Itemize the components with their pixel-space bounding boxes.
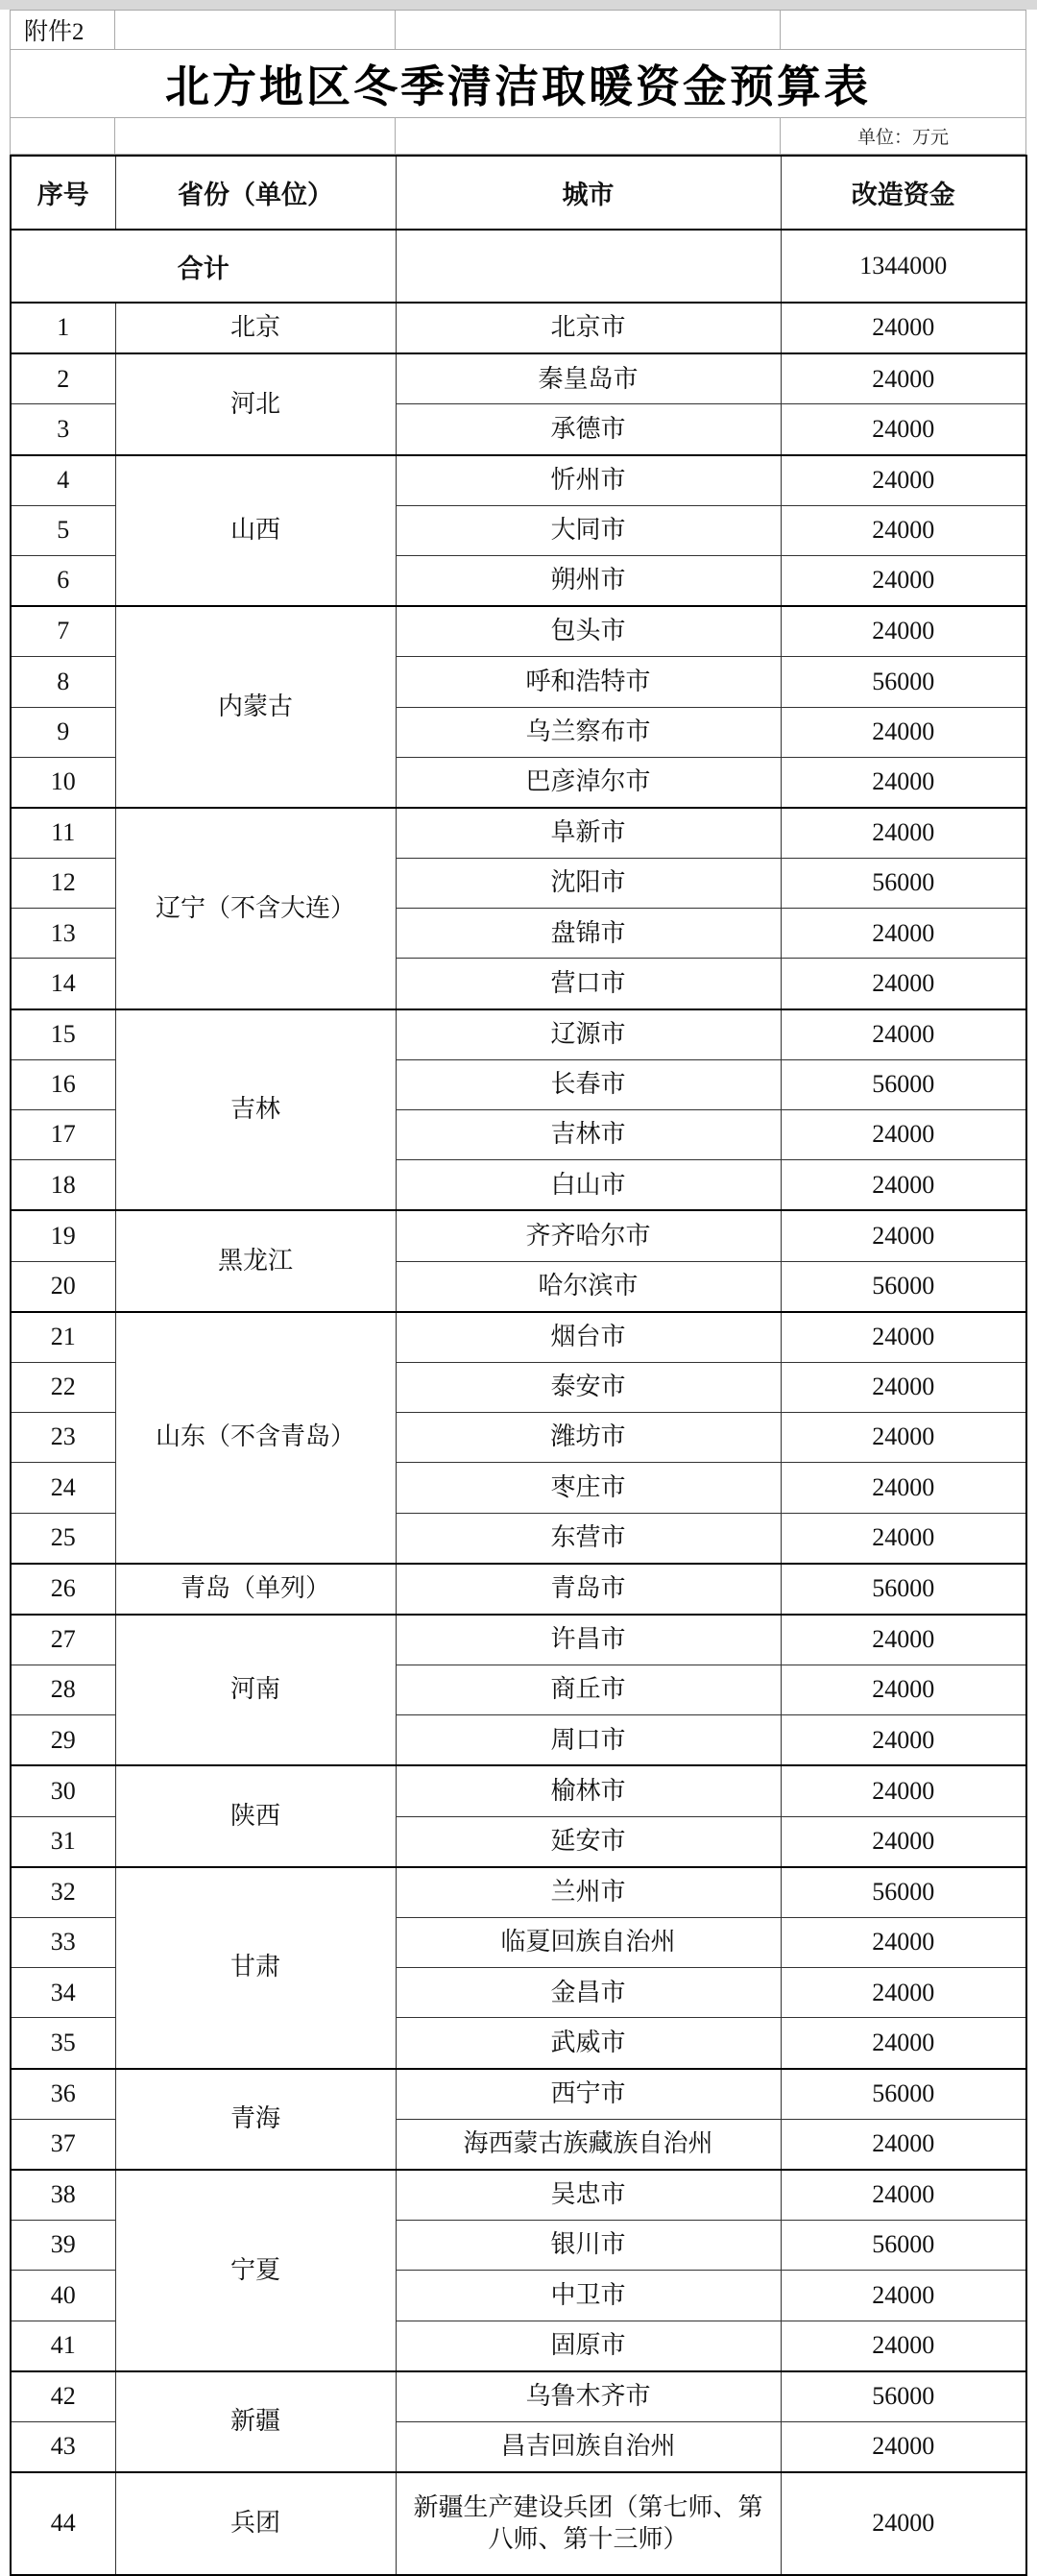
city-cell: 阜新市: [396, 808, 781, 859]
empty-cell: [11, 118, 115, 155]
row-number-cell: 41: [11, 2321, 115, 2371]
row-number-cell: 19: [11, 1210, 115, 1261]
city-cell: 白山市: [396, 1160, 781, 1211]
row-number-cell: 1: [11, 303, 115, 353]
city-cell: 包头市: [396, 606, 781, 657]
row-number-cell: 21: [11, 1312, 115, 1363]
amount-cell: 24000: [781, 404, 1026, 455]
city-cell: 周口市: [396, 1715, 781, 1766]
amount-cell: 24000: [781, 455, 1026, 506]
amount-cell: 24000: [781, 1918, 1026, 1968]
row-number-cell: 43: [11, 2421, 115, 2472]
amount-cell: 24000: [781, 2421, 1026, 2472]
city-cell: 吴忠市: [396, 2170, 781, 2221]
city-cell: 长春市: [396, 1059, 781, 1109]
amount-cell: 56000: [781, 2371, 1026, 2422]
row-number-cell: 14: [11, 959, 115, 1009]
empty-cell: [115, 11, 396, 50]
province-cell: 青海: [115, 2069, 396, 2170]
city-cell: 承德市: [396, 404, 781, 455]
city-cell: 延安市: [396, 1816, 781, 1867]
province-cell: 陕西: [115, 1765, 396, 1866]
city-cell: 固原市: [396, 2321, 781, 2371]
amount-cell: 24000: [781, 909, 1026, 959]
city-cell: 潍坊市: [396, 1413, 781, 1463]
city-cell: 武威市: [396, 2018, 781, 2069]
city-cell: 烟台市: [396, 1312, 781, 1363]
amount-cell: 56000: [781, 1564, 1026, 1615]
amount-cell: 24000: [781, 959, 1026, 1009]
amount-cell: 56000: [781, 2069, 1026, 2120]
row-number-cell: 5: [11, 505, 115, 555]
amount-cell: 24000: [781, 1362, 1026, 1412]
row-number-cell: 25: [11, 1513, 115, 1564]
row-number-cell: 26: [11, 1564, 115, 1615]
amount-cell: 56000: [781, 1059, 1026, 1109]
header-row: [11, 156, 1026, 230]
row-number-cell: 44: [11, 2472, 115, 2575]
row-number-cell: 15: [11, 1009, 115, 1060]
table-row: [11, 2371, 1026, 2422]
attachment-label: 附件2: [11, 11, 115, 50]
amount-cell: 24000: [781, 2170, 1026, 2221]
total-label-cell: 合计: [11, 230, 396, 303]
sheet-title: 北方地区冬季清洁取暖资金预算表: [11, 50, 1026, 118]
amount-cell: 24000: [781, 353, 1026, 404]
row-number-cell: 23: [11, 1413, 115, 1463]
city-cell: 枣庄市: [396, 1463, 781, 1513]
table-row: [11, 353, 1026, 404]
table-row: [11, 1615, 1026, 1665]
city-cell: 乌鲁木齐市: [396, 2371, 781, 2422]
amount-cell: 24000: [781, 1513, 1026, 1564]
total-row: [11, 230, 1026, 303]
row-number-cell: 30: [11, 1765, 115, 1816]
amount-cell: 24000: [781, 1463, 1026, 1513]
city-cell: 商丘市: [396, 1665, 781, 1715]
amount-cell: 24000: [781, 757, 1026, 808]
row-number-cell: 6: [11, 555, 115, 606]
city-cell: 榆林市: [396, 1765, 781, 1816]
row-number-cell: 16: [11, 1059, 115, 1109]
row-number-cell: 34: [11, 1968, 115, 2018]
province-cell: 兵团: [115, 2472, 396, 2575]
city-cell: 昌吉回族自治州: [396, 2421, 781, 2472]
city-cell: 巴彦淖尔市: [396, 757, 781, 808]
amount-cell: 56000: [781, 859, 1026, 909]
amount-cell: 24000: [781, 707, 1026, 757]
city-cell: 西宁市: [396, 2069, 781, 2120]
amount-cell: 24000: [781, 505, 1026, 555]
amount-cell: 24000: [781, 1210, 1026, 1261]
amount-cell: 24000: [781, 1413, 1026, 1463]
row-number-cell: 12: [11, 859, 115, 909]
city-cell: 盘锦市: [396, 909, 781, 959]
row-number-cell: 18: [11, 1160, 115, 1211]
unit-note: 单位：万元: [781, 118, 1026, 155]
province-cell: 北京: [115, 303, 396, 353]
row-number-cell: 37: [11, 2119, 115, 2170]
amount-cell: 24000: [781, 2018, 1026, 2069]
row-number-cell: 28: [11, 1665, 115, 1715]
row-number-cell: 8: [11, 657, 115, 707]
row-number-cell: 17: [11, 1110, 115, 1160]
province-cell: 河南: [115, 1615, 396, 1766]
city-cell: 临夏回族自治州: [396, 1918, 781, 1968]
city-cell: 东营市: [396, 1513, 781, 1564]
amount-cell: 24000: [781, 1160, 1026, 1211]
column-header-index: 序号: [11, 156, 115, 230]
province-cell: 河北: [115, 353, 396, 454]
amount-cell: 24000: [781, 1110, 1026, 1160]
city-cell: 兰州市: [396, 1867, 781, 1918]
amount-cell: 24000: [781, 1009, 1026, 1060]
amount-cell: 56000: [781, 1261, 1026, 1312]
province-cell: 宁夏: [115, 2170, 396, 2371]
amount-cell: 24000: [781, 1665, 1026, 1715]
city-cell: 大同市: [396, 505, 781, 555]
table-row: [11, 1009, 1026, 1060]
row-number-cell: 7: [11, 606, 115, 657]
row-number-cell: 3: [11, 404, 115, 455]
amount-cell: 56000: [781, 657, 1026, 707]
province-cell: 内蒙古: [115, 606, 396, 808]
column-header-amount: 改造资金: [781, 156, 1026, 230]
province-cell: 山东（不含青岛）: [115, 1312, 396, 1564]
row-number-cell: 11: [11, 808, 115, 859]
row-number-cell: 27: [11, 1615, 115, 1665]
top-edge-strip: [0, 0, 1037, 10]
city-cell: 北京市: [396, 303, 781, 353]
city-cell: 乌兰察布市: [396, 707, 781, 757]
row-number-cell: 29: [11, 1715, 115, 1766]
amount-cell: 24000: [781, 2472, 1026, 2575]
amount-cell: 24000: [781, 303, 1026, 353]
amount-cell: 56000: [781, 1867, 1026, 1918]
table-row: [11, 455, 1026, 506]
province-cell: 新疆: [115, 2371, 396, 2472]
table-row: [11, 1210, 1026, 1261]
row-number-cell: 39: [11, 2221, 115, 2271]
city-cell: 忻州市: [396, 455, 781, 506]
city-cell: 泰安市: [396, 1362, 781, 1412]
table-row: [11, 808, 1026, 859]
city-cell: 新疆生产建设兵团（第七师、第八师、第十三师）: [396, 2472, 781, 2575]
city-cell: 海西蒙古族藏族自治州: [396, 2119, 781, 2170]
budget-table-body: [11, 156, 1026, 2575]
table-row: [11, 1312, 1026, 1363]
total-amount-cell: 1344000: [781, 230, 1026, 303]
row-number-cell: 9: [11, 707, 115, 757]
amount-cell: 24000: [781, 808, 1026, 859]
amount-cell: 24000: [781, 1968, 1026, 2018]
row-number-cell: 40: [11, 2271, 115, 2321]
province-cell: 青岛（单列）: [115, 1564, 396, 1615]
amount-cell: 24000: [781, 606, 1026, 657]
city-cell: 金昌市: [396, 1968, 781, 2018]
province-cell: 吉林: [115, 1009, 396, 1211]
table-row: [11, 1867, 1026, 1918]
row-number-cell: 36: [11, 2069, 115, 2120]
province-cell: 山西: [115, 455, 396, 607]
city-cell: 辽源市: [396, 1009, 781, 1060]
row-number-cell: 32: [11, 1867, 115, 1918]
amount-cell: 24000: [781, 1615, 1026, 1665]
budget-table: [10, 155, 1027, 2576]
row-number-cell: 22: [11, 1362, 115, 1412]
table-row: [11, 303, 1026, 353]
row-number-cell: 35: [11, 2018, 115, 2069]
row-number-cell: 13: [11, 909, 115, 959]
city-cell: 沈阳市: [396, 859, 781, 909]
amount-cell: 24000: [781, 1765, 1026, 1816]
city-cell: 吉林市: [396, 1110, 781, 1160]
city-cell: 许昌市: [396, 1615, 781, 1665]
row-number-cell: 42: [11, 2371, 115, 2422]
row-number-cell: 2: [11, 353, 115, 404]
city-cell: 银川市: [396, 2221, 781, 2271]
table-row: [11, 2170, 1026, 2221]
city-cell: 营口市: [396, 959, 781, 1009]
title-row: [11, 50, 1026, 118]
attachment-row: [11, 11, 1026, 50]
province-cell: 黑龙江: [115, 1210, 396, 1311]
table-row: [11, 2069, 1026, 2120]
empty-cell: [396, 11, 781, 50]
city-cell: 齐齐哈尔市: [396, 1210, 781, 1261]
city-cell: 呼和浩特市: [396, 657, 781, 707]
row-number-cell: 24: [11, 1463, 115, 1513]
province-cell: 辽宁（不含大连）: [115, 808, 396, 1009]
row-number-cell: 20: [11, 1261, 115, 1312]
total-city-cell: [396, 230, 781, 303]
city-cell: 秦皇岛市: [396, 353, 781, 404]
table-row: [11, 2472, 1026, 2575]
city-cell: 哈尔滨市: [396, 1261, 781, 1312]
table-row: [11, 1765, 1026, 1816]
empty-cell: [396, 118, 781, 155]
column-header-city: 城市: [396, 156, 781, 230]
city-cell: 青岛市: [396, 1564, 781, 1615]
amount-cell: 24000: [781, 2119, 1026, 2170]
row-number-cell: 33: [11, 1918, 115, 1968]
province-cell: 甘肃: [115, 1867, 396, 2069]
amount-cell: 24000: [781, 2321, 1026, 2371]
empty-cell: [115, 118, 396, 155]
row-number-cell: 31: [11, 1816, 115, 1867]
amount-cell: 56000: [781, 2221, 1026, 2271]
table-row: [11, 606, 1026, 657]
table-row: [11, 1564, 1026, 1615]
amount-cell: 24000: [781, 555, 1026, 606]
row-number-cell: 4: [11, 455, 115, 506]
row-number-cell: 10: [11, 757, 115, 808]
empty-cell: [781, 11, 1026, 50]
city-cell: 朔州市: [396, 555, 781, 606]
unit-note-row: [11, 118, 1026, 155]
column-header-province: 省份（单位）: [115, 156, 396, 230]
amount-cell: 24000: [781, 2271, 1026, 2321]
city-cell: 中卫市: [396, 2271, 781, 2321]
amount-cell: 24000: [781, 1312, 1026, 1363]
sheet-header-grid: [10, 10, 1026, 155]
amount-cell: 24000: [781, 1715, 1026, 1766]
row-number-cell: 38: [11, 2170, 115, 2221]
amount-cell: 24000: [781, 1816, 1026, 1867]
